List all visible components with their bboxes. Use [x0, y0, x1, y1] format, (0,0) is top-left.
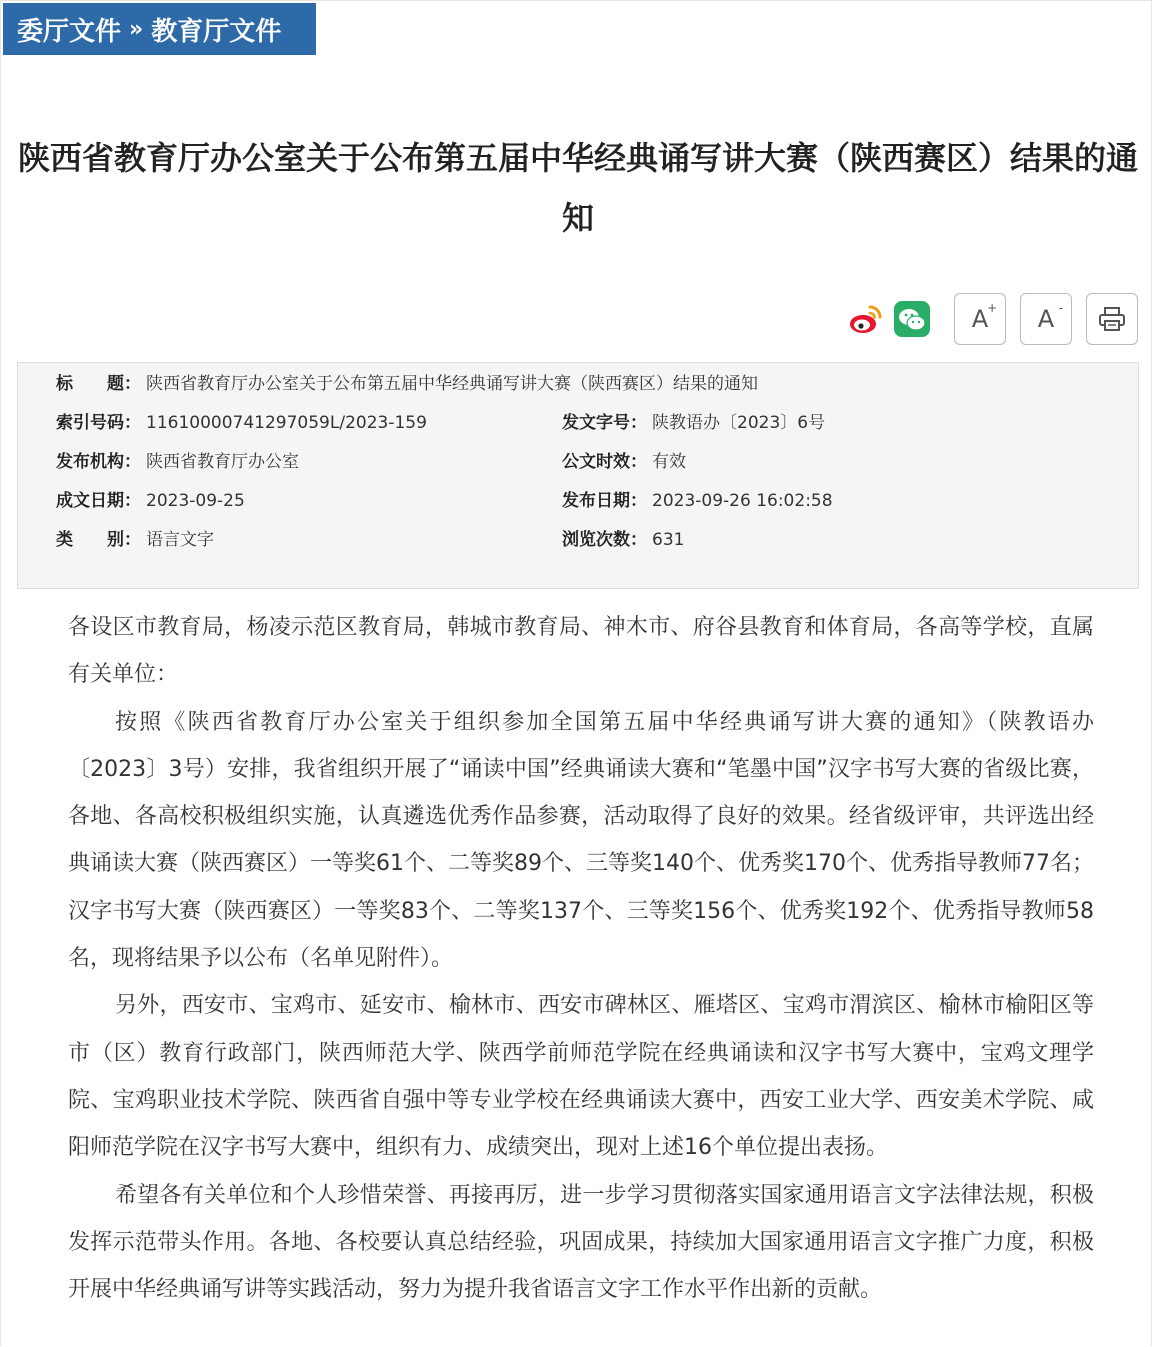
article-toolbar	[840, 293, 1142, 347]
meta-docno-value: 陕教语办〔2023〕6号	[652, 413, 826, 433]
wechat-share-icon[interactable]	[894, 301, 930, 337]
meta-published-row	[562, 489, 833, 513]
print-icon	[1098, 306, 1126, 332]
breadcrumb-level1-link[interactable]: 委厅文件	[17, 16, 122, 47]
meta-index-value: 11610000741297059L/2023-159	[146, 413, 427, 433]
meta-views-row	[562, 528, 684, 552]
meta-index-row	[56, 411, 427, 435]
meta-title-label: 标 题：	[56, 374, 141, 394]
font-decrease-button[interactable]	[1020, 293, 1072, 345]
meta-created-row	[56, 489, 245, 513]
font-increase-icon: A +	[971, 301, 998, 333]
body-paragraph: 希望各有关单位和个人珍惜荣誉、再接再厉，进一步学习贯彻落实国家通用语言文字法律法规，积极发挥示范带头作用。各地、各校要认真总结经验，巩固成果，持续加大国家通用语言文字推广力度，积极开展中华经典诵写讲等实践活动，努力为提升我省语言文字工作水平作出新的贡献。	[68, 1182, 1094, 1303]
meta-views-value: 631	[652, 530, 685, 550]
article-body	[68, 604, 1094, 1313]
document-metadata-panel	[17, 362, 1139, 589]
meta-org-label: 发布机构：	[56, 452, 141, 472]
breadcrumb-level2-link[interactable]: 教育厅文件	[151, 16, 282, 47]
meta-published-label: 发布日期：	[562, 491, 647, 511]
body-paragraph: 另外，西安市、宝鸡市、延安市、榆林市、西安市碑林区、雁塔区、宝鸡市渭滨区、榆林市榆阳区等市（区）教育行政部门，陕西师范大学、陕西学前师范学院在经典诵读和汉字书写大赛中，宝鸡文理学院、宝鸡职业技术学院、陕西省自强中等专业学校在经典诵读大赛中，西安工业大学、西安美术学院、咸阳师范学院在汉字书写大赛中，组织有力、成绩突出，现对上述16个单位提出表扬。	[68, 993, 1094, 1161]
meta-index-label: 索引号码：	[56, 413, 141, 433]
print-button[interactable]	[1086, 293, 1138, 345]
page-title: 陕西省教育厅办公室关于公布第五届中华经典诵写讲大赛（陕西赛区）结果的通知	[17, 139, 1138, 237]
meta-created-label: 成文日期：	[56, 491, 141, 511]
meta-validity-row	[562, 450, 686, 474]
weibo-share-icon[interactable]	[848, 301, 884, 337]
meta-category-row	[56, 528, 214, 552]
meta-title-value: 陕西省教育厅办公室关于公布第五届中华经典诵写讲大赛（陕西赛区）结果的通知	[146, 374, 758, 394]
meta-docno-label: 发文字号：	[562, 413, 647, 433]
body-paragraph: 按照《陕西省教育厅办公室关于组织参加全国第五届中华经典诵写讲大赛的通知》（陕教语办〔2023〕3号）安排，我省组织开展了“诵读中国”经典诵读大赛和“笔墨中国”汉字书写大赛的省级比赛，各地、各高校积极组织实施，认真遴选优秀作品参赛，活动取得了良好的效果。经省级评审，共评选出经典诵读大赛（陕西赛区）一等奖61个、二等奖89个、三等奖140个、优秀奖170个、优秀指导教师77名；汉字书写大赛（陕西赛区）一等奖83个、二等奖137个、三等奖156个、优秀奖192个、优秀指导教师58名，现将结果予以公布（名单见附件）。	[68, 709, 1094, 972]
meta-org-value: 陕西省教育厅办公室	[146, 452, 299, 472]
breadcrumb-separator: »	[129, 16, 144, 42]
meta-category-label: 类 别：	[56, 530, 141, 550]
meta-published-value: 2023-09-26 16:02:58	[652, 491, 833, 511]
meta-validity-label: 公文时效：	[562, 452, 647, 472]
breadcrumb	[3, 3, 316, 55]
meta-org-row	[56, 450, 299, 474]
meta-created-value: 2023-09-25	[146, 491, 245, 511]
font-decrease-icon: A -	[1037, 301, 1064, 333]
font-increase-button[interactable]	[954, 293, 1006, 345]
meta-views-label: 浏览次数：	[562, 530, 647, 550]
meta-category-value: 语言文字	[146, 530, 214, 550]
meta-docno-row	[562, 411, 825, 435]
body-salutation: 各设区市教育局，杨凌示范区教育局，韩城市教育局、神木市、府谷县教育和体育局，各高等学校，直属有关单位：	[68, 615, 1094, 688]
meta-title-row	[56, 372, 758, 396]
meta-validity-value: 有效	[652, 452, 686, 472]
